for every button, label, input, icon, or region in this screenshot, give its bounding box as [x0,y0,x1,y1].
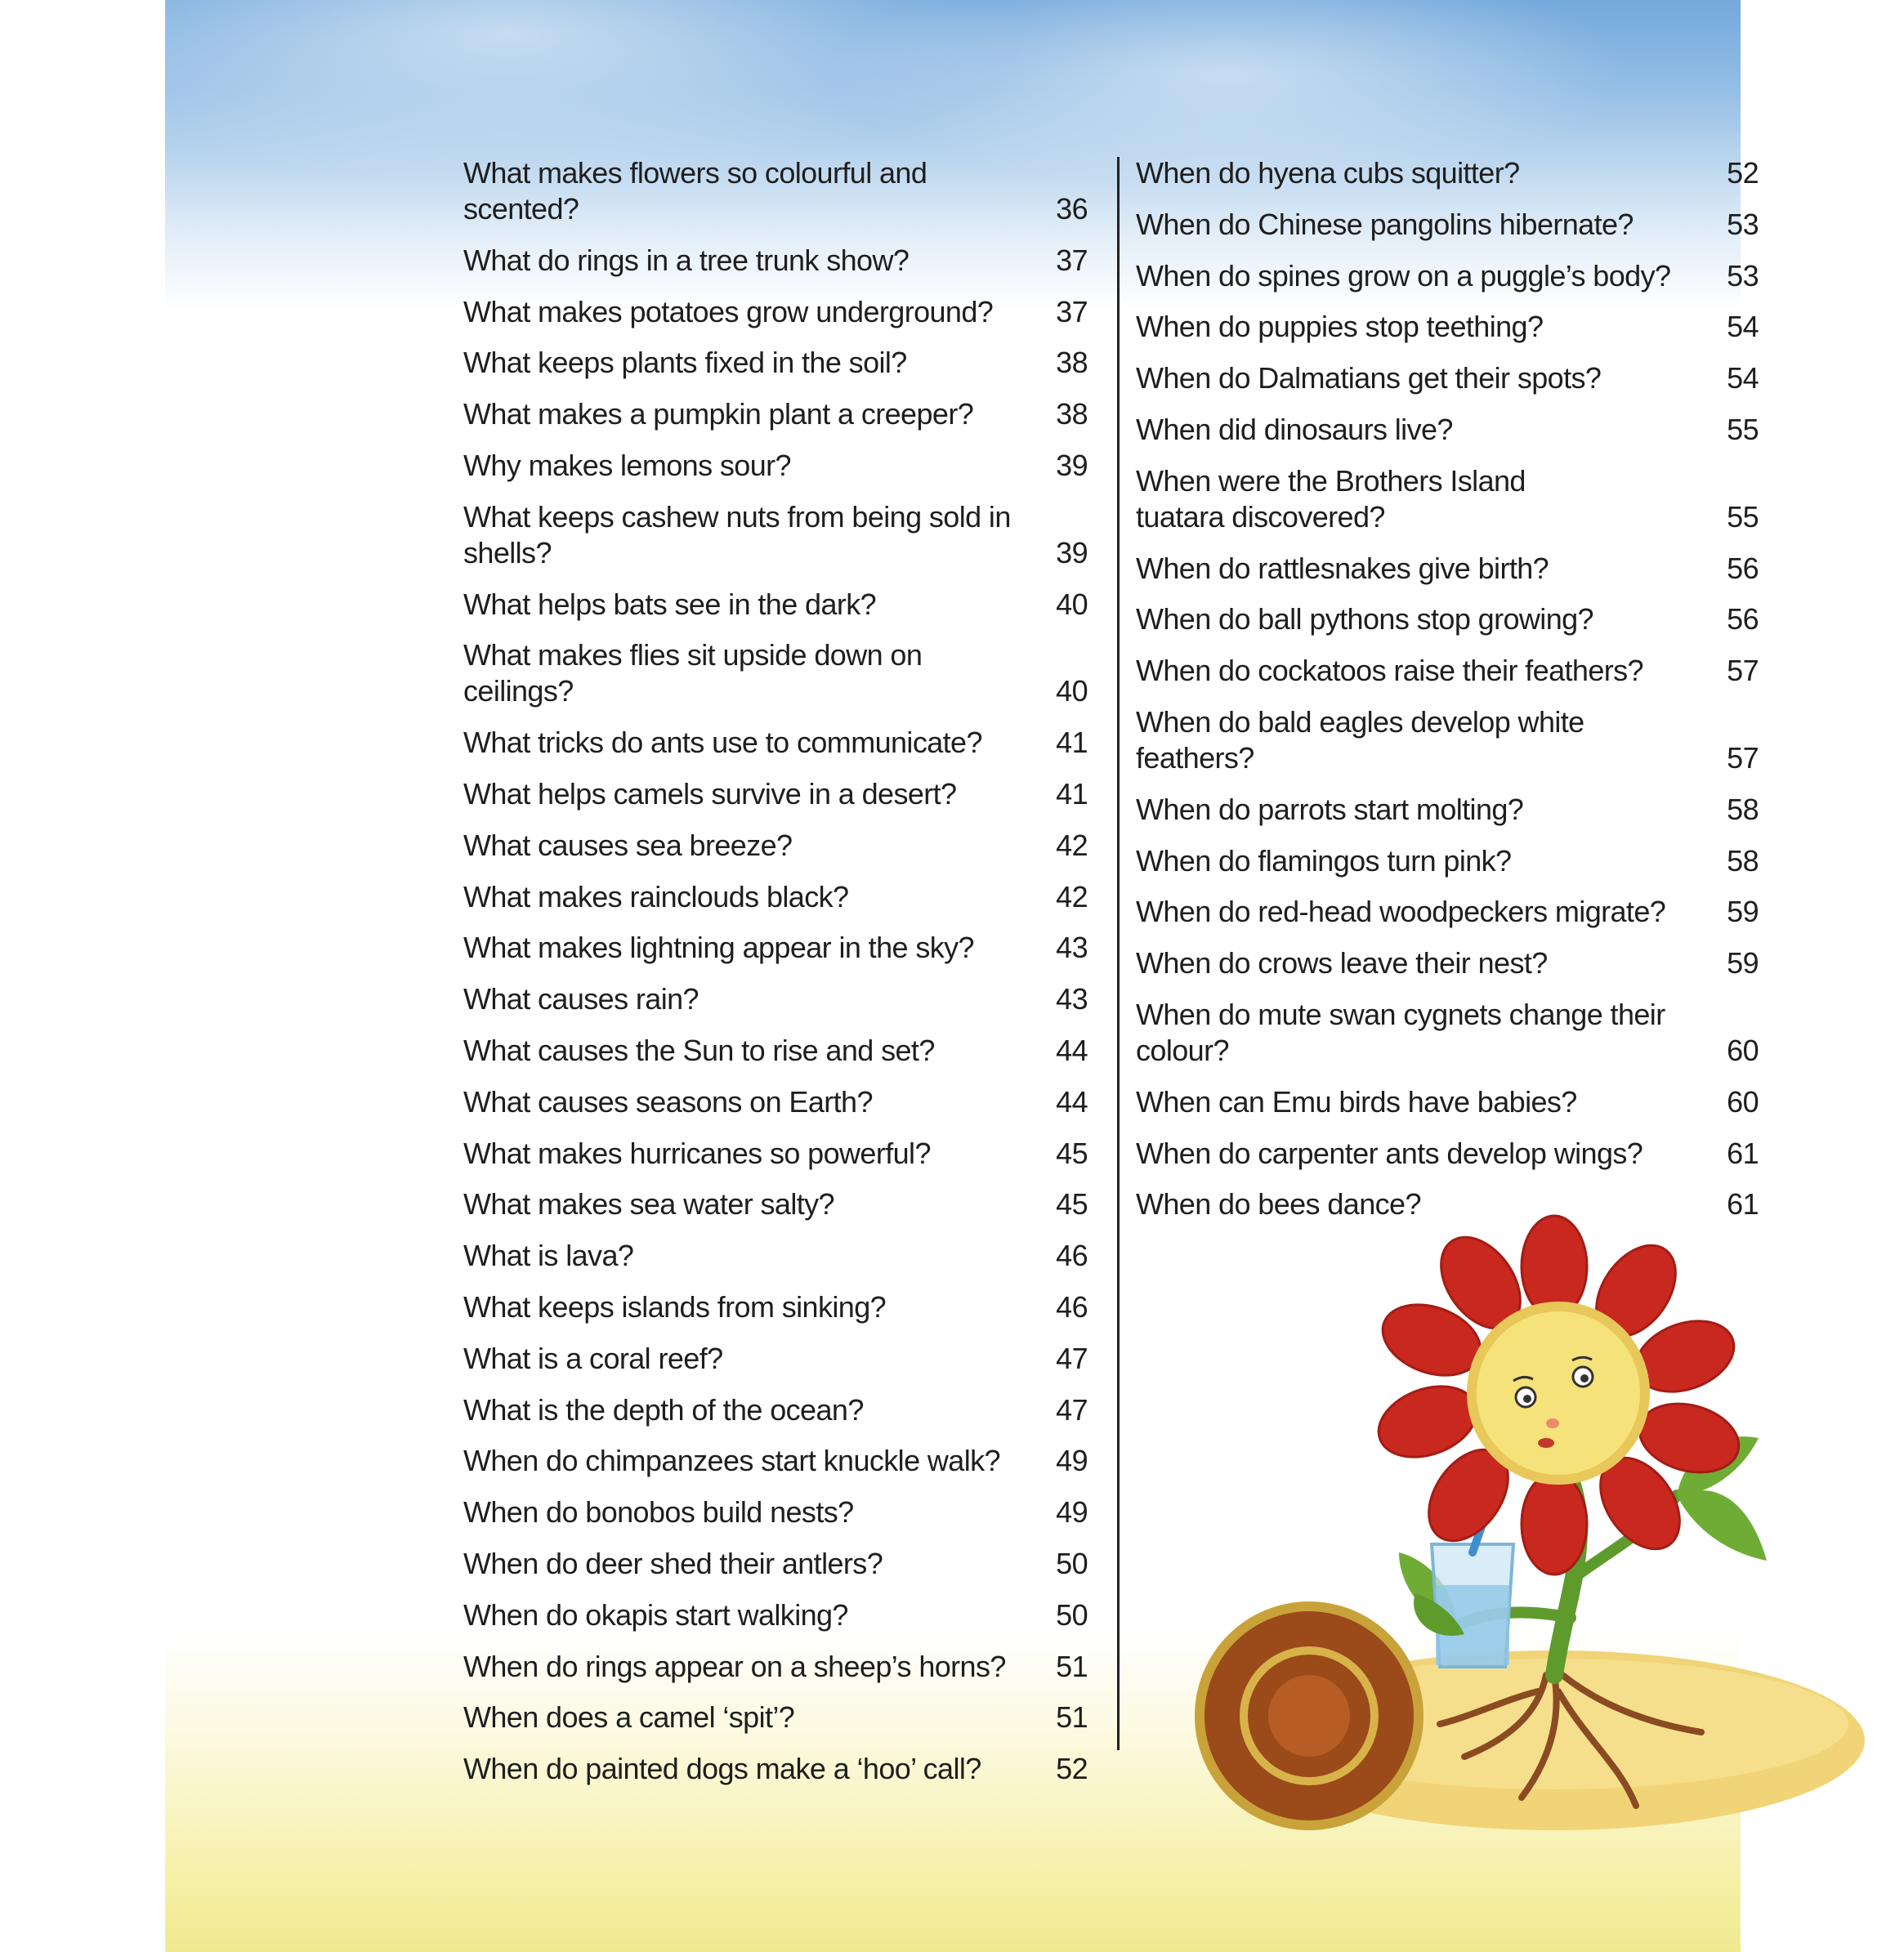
toc-page-number: 45 [1056,1136,1088,1170]
toc-question: What makes flowers so colourful and scented? [463,156,927,226]
toc-question: What helps camels survive in a desert? [463,776,957,811]
toc-entry [463,587,1088,638]
toc-question: When does a camel ‘spit’? [463,1700,795,1735]
toc-page-number: 57 [1727,654,1759,688]
toc-entry [463,930,1088,981]
toc-entry [463,1186,1088,1238]
toc-page-number: 38 [1056,397,1088,431]
toc-page-number: 49 [1056,1444,1088,1478]
toc-question: What makes hurricanes so powerful? [463,1136,931,1170]
toc-entry [1136,997,1759,1084]
toc-page-number: 60 [1727,1033,1759,1067]
toc-entry [463,637,1088,725]
toc-entry [1136,1084,1759,1136]
toc-page-number: 37 [1056,294,1088,328]
toc-page-number: 38 [1056,346,1088,380]
toc-question: When do cockatoos raise their feathers? [1136,654,1643,688]
toc-page-number: 43 [1056,931,1088,965]
toc-page-number: 55 [1727,412,1759,446]
toc-page-number: 58 [1727,792,1759,826]
toc-question: What makes a pumpkin plant a creeper? [463,397,974,431]
toc-page-number: 44 [1056,1033,1088,1067]
toc-page-number: 47 [1056,1392,1088,1427]
toc-question: When do parrots start molting? [1136,792,1524,826]
toc-entry [463,981,1088,1033]
toc-page-number: 44 [1056,1084,1088,1119]
toc-entry [1136,1136,1759,1187]
toc-question: When do Dalmatians get their spots? [1136,361,1602,395]
toc-entry [463,828,1088,879]
toc-page-number: 51 [1056,1700,1088,1735]
toc-question: When do carpenter ants develop wings? [1136,1136,1643,1170]
toc-entry [463,1494,1088,1546]
toc-page-number: 54 [1727,361,1759,395]
toc-question: When do bonobos build nests? [463,1495,854,1530]
toc-page-number: 37 [1056,243,1088,277]
toc-entry [463,776,1088,828]
toc-question: What tricks do ants use to communicate? [463,726,982,760]
toc-entry [463,1700,1088,1751]
toc-right-column [1136,155,1759,1238]
toc-question: What causes rain? [463,982,699,1016]
toc-page-number: 61 [1727,1187,1759,1222]
toc-entry [1136,412,1759,463]
toc-page-number: 52 [1056,1752,1088,1786]
toc-page-number: 45 [1056,1187,1088,1222]
toc-question: When were the Brothers Island tuatara discovered? [1136,463,1526,534]
toc-question: When do spines grow on a puggle’s body? [1136,258,1671,293]
toc-question: What makes flies sit upside down on ceilings? [463,638,923,708]
toc-page-number: 55 [1727,499,1759,534]
toc-question: When do flamingos turn pink? [1136,843,1512,878]
toc-page-number: 40 [1056,674,1088,708]
toc-page-number: 47 [1056,1341,1088,1375]
toc-entry [463,1443,1088,1494]
toc-page-number: 59 [1727,946,1759,980]
toc-question: What helps bats see in the dark? [463,587,877,621]
toc-question: When do bald eagles develop white feathers? [1136,704,1584,775]
toc-page-number: 36 [1056,192,1088,226]
toc-entry [1136,207,1759,258]
toc-question: When do rings appear on a sheep’s horns? [463,1649,1006,1683]
toc-entry [463,396,1088,448]
seed-disc [1195,1601,1424,1830]
toc-question: What makes rainclouds black? [463,879,849,913]
toc-entry [463,1238,1088,1289]
toc-entry [463,294,1088,346]
toc-page-number: 46 [1056,1239,1088,1273]
toc-question: What makes sea water salty? [463,1187,834,1222]
toc-question: What keeps plants fixed in the soil? [463,346,907,380]
toc-question: What keeps islands from sinking? [463,1289,887,1324]
toc-question: When do bees dance? [1136,1187,1421,1222]
toc-page-number: 42 [1056,828,1088,862]
toc-page-number: 49 [1056,1495,1088,1530]
toc-entry [1136,601,1759,653]
toc-question: What do rings in a tree trunk show? [463,243,910,277]
toc-page-number: 56 [1727,551,1759,585]
column-divider [1117,157,1120,1750]
toc-question: What causes sea breeze? [463,828,793,862]
toc-entry [1136,792,1759,843]
toc-page-number: 53 [1727,207,1759,241]
toc-question: What makes potatoes grow underground? [463,294,994,328]
toc-page-number: 41 [1056,776,1088,811]
toc-entry [463,1546,1088,1597]
toc-page-number: 41 [1056,726,1088,760]
toc-page-number: 50 [1056,1546,1088,1580]
toc-entry [463,1084,1088,1136]
toc-entry [1136,1186,1759,1238]
toc-page-number: 53 [1727,258,1759,293]
toc-entry [1136,551,1759,602]
toc-question: When do puppies stop teething? [1136,310,1544,344]
toc-entry [463,1751,1088,1802]
toc-question: Why makes lemons sour? [463,448,791,482]
toc-entry [463,1136,1088,1187]
toc-entry [463,1649,1088,1700]
toc-question: When do Chinese pangolins hibernate? [1136,207,1634,241]
toc-question: What is the depth of the ocean? [463,1392,864,1427]
toc-entry [463,499,1088,587]
toc-entry [1136,653,1759,704]
toc-question: What keeps cashew nuts from being sold in shells? [463,499,1011,570]
toc-page-number: 61 [1727,1136,1759,1170]
toc-question: When do chimpanzees start knuckle walk? [463,1444,1000,1478]
toc-page-number: 58 [1727,843,1759,878]
toc-page-number: 52 [1727,156,1759,190]
toc-question: When do rattlesnakes give birth? [1136,551,1549,585]
toc-entry [463,725,1088,776]
toc-page-number: 51 [1056,1649,1088,1683]
toc-question: When do mute swan cygnets change their colour? [1136,997,1665,1067]
toc-question: When do crows leave their nest? [1136,946,1548,980]
toc-entry [1136,945,1759,997]
toc-entry [1136,258,1759,310]
toc-question: When do okapis start walking? [463,1597,848,1632]
toc-left-column [463,155,1088,1802]
toc-entry [463,1341,1088,1392]
toc-page-number: 39 [1056,535,1088,570]
toc-page-number: 46 [1056,1289,1088,1324]
toc-question: What causes the Sun to rise and set? [463,1033,935,1067]
toc-page-number: 54 [1727,310,1759,344]
toc-entry [1136,704,1759,792]
flower-illustration [1195,1234,1783,1822]
toc-question: What makes lightning appear in the sky? [463,931,974,965]
toc-entry [1136,463,1759,551]
toc-entry [463,1597,1088,1649]
toc-entry [1136,843,1759,895]
toc-question: When do deer shed their antlers? [463,1546,883,1580]
toc-question: When do hyena cubs squitter? [1136,156,1520,190]
toc-entry [463,1033,1088,1084]
flower-face [1467,1302,1650,1485]
toc-question: What is a coral reef? [463,1341,723,1375]
toc-page-number: 59 [1727,895,1759,929]
toc-entry [463,345,1088,396]
toc-entry [463,155,1088,243]
toc-question: When do red-head woodpeckers migrate? [1136,895,1666,929]
toc-page-number: 60 [1727,1084,1759,1119]
toc-question: What causes seasons on Earth? [463,1084,873,1119]
toc-entry [463,243,1088,294]
toc-page-number: 39 [1056,448,1088,482]
toc-entry [463,1392,1088,1444]
toc-page-number: 43 [1056,982,1088,1016]
toc-page-number: 42 [1056,879,1088,913]
toc-entry [463,879,1088,931]
toc-question: When can Emu birds have babies? [1136,1084,1577,1119]
toc-page-number: 40 [1056,587,1088,621]
toc-page-number: 57 [1727,740,1759,775]
toc-entry [1136,309,1759,360]
toc-question: When do painted dogs make a ‘hoo’ call? [463,1752,981,1786]
toc-entry [1136,360,1759,412]
toc-question: What is lava? [463,1239,634,1273]
toc-entry [463,1289,1088,1341]
toc-entry [463,448,1088,499]
toc-entry [1136,894,1759,945]
book-page [165,0,1759,1952]
toc-question: When did dinosaurs live? [1136,412,1453,446]
toc-question: When do ball pythons stop growing? [1136,602,1593,637]
toc-page-number: 56 [1727,602,1759,637]
toc-entry [1136,155,1759,207]
toc-page-number: 50 [1056,1597,1088,1632]
